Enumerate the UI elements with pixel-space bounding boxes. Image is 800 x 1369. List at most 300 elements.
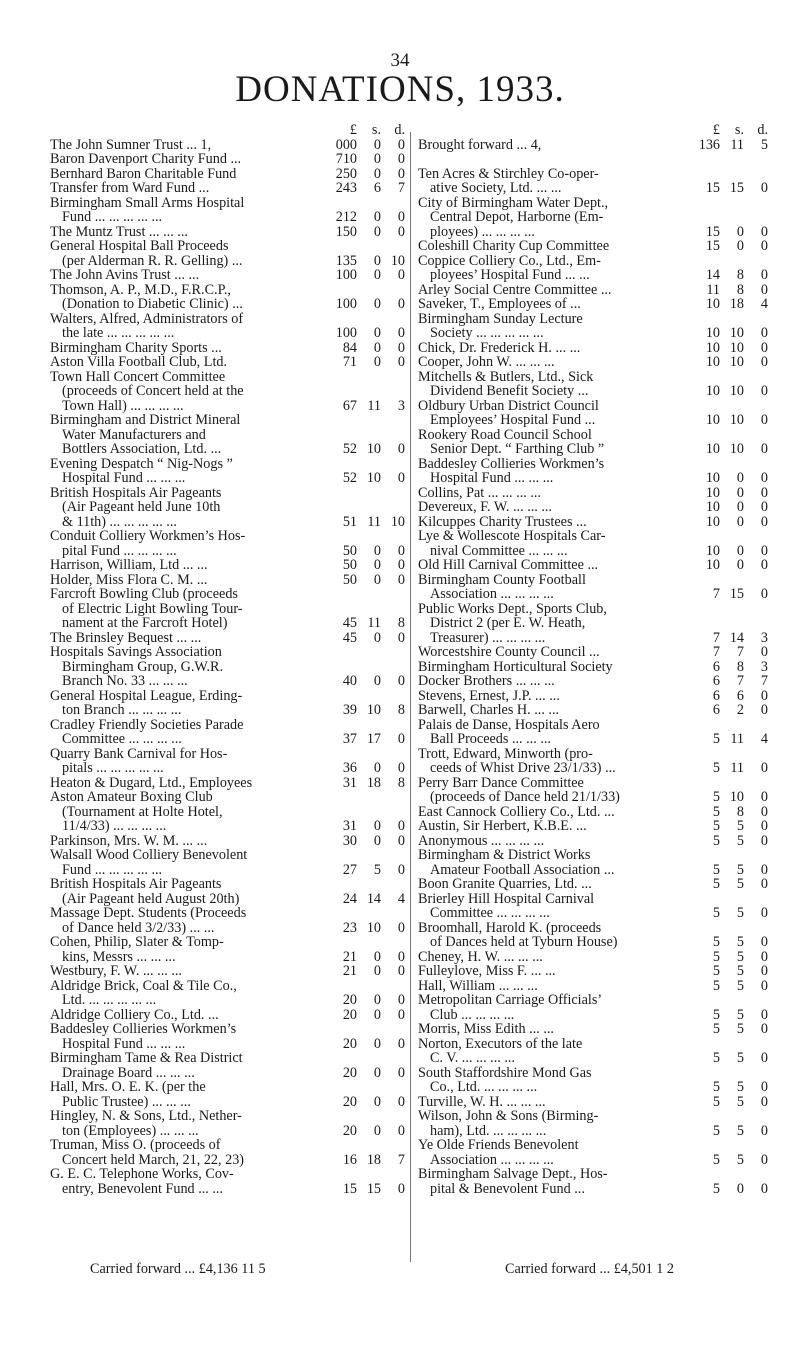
donor-name-line: Association ... ... ... ... xyxy=(430,587,554,602)
pounds-value: 15 xyxy=(705,223,720,240)
donation-row xyxy=(418,892,768,921)
donation-row xyxy=(418,515,768,530)
donor-name-line: Coleshill Charity Cup Committee xyxy=(418,239,610,254)
donor-name-line: ham), Ltd. ... ... ... ... xyxy=(430,1123,547,1138)
donor-name xyxy=(418,500,678,515)
pence-value: 0 xyxy=(397,1006,405,1023)
pence-value: 0 xyxy=(397,731,405,747)
donation-row xyxy=(418,776,768,805)
donation-row xyxy=(50,370,405,414)
donation-row xyxy=(50,196,405,225)
donor-name-line: General Hospital Ball Proceeds xyxy=(50,239,229,254)
pounds-value: 37 xyxy=(342,731,357,747)
donor-name-line: Branch No. 33 ... ... ... xyxy=(62,674,188,689)
donor-name xyxy=(418,674,678,689)
shillings-value: 5 xyxy=(736,1151,744,1168)
donation-row xyxy=(50,283,405,312)
pounds-value: 10 xyxy=(705,470,720,486)
pounds-value: 5 xyxy=(712,934,720,950)
donor-name xyxy=(418,834,678,849)
donor-name xyxy=(50,645,315,689)
donor-name-line: Baddesley Collieries Workmen’s xyxy=(418,456,605,471)
pounds-value: 136 xyxy=(698,136,720,153)
donor-name-line: The John Avins Trust ... ... xyxy=(50,268,200,283)
pounds-value: 6 xyxy=(712,658,720,675)
donor-name-line: Cohen, Philip, Slater & Tomp- xyxy=(50,935,224,950)
donor-name-line: Metropolitan Carriage Officials’ xyxy=(418,993,603,1008)
pounds-value: 6 xyxy=(712,673,720,689)
pence-value: 7 xyxy=(760,673,768,689)
shillings-heading: s. xyxy=(734,122,744,138)
pence-value: 0 xyxy=(760,383,768,399)
shillings-value: 0 xyxy=(373,1035,381,1052)
donor-name xyxy=(418,1066,678,1095)
donor-name xyxy=(50,1109,315,1138)
currency-header xyxy=(418,123,768,138)
shillings-value: 0 xyxy=(373,760,381,776)
donation-row xyxy=(418,529,768,558)
donor-name-line: The Muntz Trust ... ... ... xyxy=(50,224,188,239)
donor-name xyxy=(50,573,315,588)
donor-name-line: Heaton & Dugard, Ltd., Employees xyxy=(50,775,253,790)
pounds-value: 10 xyxy=(705,441,720,457)
donation-row xyxy=(50,877,405,906)
donation-row xyxy=(50,1051,405,1080)
pounds-value: 5 xyxy=(712,1180,720,1197)
pence-value: 0 xyxy=(397,861,405,878)
donor-name-line: Harrison, William, Ltd ... ... xyxy=(50,558,208,573)
donor-name-line: Aldridge Brick, Coal & Tile Co., xyxy=(50,978,237,993)
donor-name-line: Public Works Dept., Sports Club, xyxy=(418,601,607,616)
donor-name xyxy=(418,602,678,646)
donor-name-line: Ball Proceeds ... ... ... xyxy=(430,732,551,747)
donor-name-line: Bottlers Association, Ltd. ... xyxy=(62,442,222,457)
donor-name-line: Massage Dept. Students (Proceeds xyxy=(50,906,247,921)
donor-name xyxy=(50,196,315,225)
pence-value: 10 xyxy=(390,513,405,530)
donor-name xyxy=(418,370,678,399)
donor-name-line: of Dance held 3/2/33) ... ... xyxy=(62,920,215,935)
pence-value: 4 xyxy=(397,890,405,907)
donor-name-line: Old Hill Carnival Committee ... xyxy=(418,558,599,573)
pence-value: 8 xyxy=(397,615,405,631)
pence-value: 0 xyxy=(397,948,405,965)
shillings-value: 0 xyxy=(373,629,381,646)
pence-value: 0 xyxy=(760,499,768,515)
donor-name-line: Docker Brothers ... ... ... xyxy=(418,674,555,689)
donor-name xyxy=(418,196,678,240)
donation-row xyxy=(418,1138,768,1167)
donor-name-line: Hospital Fund ... ... ... xyxy=(430,471,554,486)
donation-row xyxy=(50,312,405,341)
donor-name-line: Ten Acres & Stirchley Co-oper- xyxy=(418,166,599,181)
donor-name xyxy=(418,1037,678,1066)
brought-forward-label: Brought forward ... 4, xyxy=(418,137,542,152)
shillings-value: 5 xyxy=(736,934,744,950)
donation-row xyxy=(50,355,405,370)
shillings-heading: s. xyxy=(371,122,381,138)
donor-name-line: G. E. C. Telephone Works, Cov- xyxy=(50,1167,234,1182)
pence-value: 0 xyxy=(397,470,405,486)
donor-name xyxy=(418,979,678,994)
shillings-value: 5 xyxy=(736,1006,744,1023)
pence-value: 0 xyxy=(760,905,768,921)
shillings-value: 2 xyxy=(736,702,744,718)
pounds-value: 15 xyxy=(705,238,720,254)
donation-row xyxy=(418,602,768,646)
donor-name-line: ton Branch ... ... ... ... xyxy=(62,703,182,718)
pounds-value: 39 xyxy=(342,702,357,718)
pounds-value: 710 xyxy=(335,151,357,167)
pounds-value: 11 xyxy=(706,281,720,298)
pounds-value: 20 xyxy=(342,1035,357,1052)
donor-name-line: Aldridge Colliery Co., Ltd. ... xyxy=(50,1007,219,1022)
donor-name-line: Westbury, F. W. ... ... ... xyxy=(50,964,182,979)
shillings-value: 10 xyxy=(366,919,381,936)
donor-name xyxy=(50,689,315,718)
donor-name-line: East Cannock Colliery Co., Ltd. ... xyxy=(418,804,615,819)
pounds-value: 250 xyxy=(335,165,357,182)
donation-row xyxy=(50,747,405,776)
donor-name xyxy=(418,848,678,877)
donor-name xyxy=(50,631,315,646)
donor-name-line: Cooper, John W. ... ... ... xyxy=(418,355,555,370)
donor-name-line: District 2 (per E. W. Heath, xyxy=(430,616,586,631)
donation-row xyxy=(418,1109,768,1138)
donation-row xyxy=(50,906,405,935)
donation-row xyxy=(418,486,768,501)
donor-name-line: Truman, Miss O. (proceeds of xyxy=(50,1138,221,1153)
donor-name-line: Hingley, N. & Sons, Ltd., Nether- xyxy=(50,1109,242,1124)
donation-row xyxy=(418,370,768,399)
pence-value: 0 xyxy=(760,789,768,805)
shillings-value: 5 xyxy=(736,818,744,834)
donor-name-line: British Hospitals Air Pageants xyxy=(50,485,222,500)
shillings-value: 10 xyxy=(729,412,744,428)
donor-name xyxy=(418,805,678,820)
donation-row xyxy=(418,283,768,298)
pence-value: 8 xyxy=(397,774,405,791)
donor-name-line: Devereux, F. W. ... ... ... xyxy=(418,500,553,515)
pence-value: 0 xyxy=(760,513,768,530)
pounds-value: 10 xyxy=(705,383,720,399)
pounds-value: 5 xyxy=(712,876,720,892)
donor-name xyxy=(50,283,315,312)
pence-value: 0 xyxy=(760,354,768,370)
donation-row xyxy=(50,558,405,573)
pence-value: 0 xyxy=(397,1035,405,1052)
donor-name-line: Co., Ltd. ... ... ... ... xyxy=(430,1080,538,1095)
shillings-value: 0 xyxy=(373,296,381,312)
pence-value: 4 xyxy=(760,296,768,312)
pounds-value: 20 xyxy=(342,1122,357,1139)
donor-name-line: Quarry Bank Carnival for Hos- xyxy=(50,746,228,761)
donor-name xyxy=(50,906,315,935)
donation-row xyxy=(50,1008,405,1023)
carried-forward-right: Carried forward ... £4,501 1 2 xyxy=(505,1261,675,1277)
shillings-value: 0 xyxy=(373,948,381,965)
donor-name-line: Committee ... ... ... ... xyxy=(430,906,550,921)
donor-name-line: Birmingham Salvage Dept., Hos- xyxy=(418,1167,608,1182)
pounds-value: 5 xyxy=(712,818,720,834)
donor-name xyxy=(418,428,678,457)
donor-name-line: Dividend Benefit Society ... xyxy=(430,384,589,399)
shillings-value: 0 xyxy=(373,571,381,588)
donor-name xyxy=(418,877,678,892)
donor-name-line: Hospitals Savings Association xyxy=(50,645,222,660)
donor-name-line: Cradley Friendly Societies Parade xyxy=(50,717,244,732)
donor-name-line: Hospital Fund ... ... ... xyxy=(62,471,186,486)
shillings-value: 0 xyxy=(373,151,381,167)
donor-name xyxy=(50,935,315,964)
donation-row xyxy=(418,718,768,747)
donor-name-line: of Dances held at Tyburn House) xyxy=(430,935,618,950)
donor-name-line: (Air Pageant held June 10th xyxy=(62,500,221,515)
pence-value: 3 xyxy=(397,397,405,414)
donor-name-line: Mitchells & Butlers, Ltd., Sick xyxy=(418,369,594,384)
donor-name-line: Ltd. ... ... ... ... ... xyxy=(62,993,157,1008)
donor-name-line: (per Alderman R. R. Gelling) ... xyxy=(62,253,243,268)
donation-row xyxy=(50,979,405,1008)
donor-name-line: kins, Messrs ... ... ... xyxy=(62,949,176,964)
pence-value: 0 xyxy=(760,702,768,718)
donor-name-line: Birmingham County Football xyxy=(418,572,586,587)
donor-name-line: Fund ... ... ... ... ... xyxy=(62,862,163,877)
donation-row xyxy=(50,413,405,457)
donor-name-line: Brierley Hill Hospital Carnival xyxy=(418,891,595,906)
pounds-value: 5 xyxy=(712,1050,720,1066)
donor-name xyxy=(418,921,678,950)
pence-value: 0 xyxy=(760,180,768,196)
donation-row xyxy=(418,703,768,718)
donor-name xyxy=(50,138,315,153)
donation-row xyxy=(50,225,405,240)
donation-row xyxy=(418,1167,768,1196)
donation-row xyxy=(418,819,768,834)
pence-value: 0 xyxy=(397,1180,405,1197)
pence-value: 7 xyxy=(397,1151,405,1168)
pounds-value: 10 xyxy=(705,513,720,530)
donor-name xyxy=(50,587,315,631)
donation-row xyxy=(50,152,405,167)
donation-row xyxy=(50,1022,405,1051)
pence-value: 0 xyxy=(397,165,405,182)
donor-name xyxy=(50,964,315,979)
donation-row xyxy=(50,1080,405,1109)
pence-value: 0 xyxy=(760,760,768,776)
donation-row xyxy=(50,341,405,356)
donor-name xyxy=(50,457,315,486)
donor-name-line: Chick, Dr. Frederick H. ... ... xyxy=(418,340,581,355)
donation-row xyxy=(418,399,768,428)
pounds-value: 135 xyxy=(335,252,357,269)
pounds-value: 21 xyxy=(342,948,357,965)
shillings-value: 0 xyxy=(373,223,381,240)
donor-name-line: Wilson, John & Sons (Birming- xyxy=(418,1109,599,1124)
shillings-value: 0 xyxy=(736,223,744,240)
donor-name-line: Walsall Wood Colliery Benevolent xyxy=(50,848,248,863)
pounds-value: 5 xyxy=(712,760,720,776)
shillings-value: 5 xyxy=(736,1021,744,1037)
pounds-value: 5 xyxy=(712,832,720,849)
donor-name xyxy=(418,529,678,558)
donation-row xyxy=(50,790,405,834)
donor-name-line: Lye & Wollescote Hospitals Car- xyxy=(418,529,606,544)
donor-name-line: Baron Davenport Charity Fund ... xyxy=(50,152,242,167)
shillings-value: 5 xyxy=(736,1122,744,1139)
donor-name-line: pitals ... ... ... ... ... xyxy=(62,761,164,776)
donation-row xyxy=(50,457,405,486)
pence-value: 0 xyxy=(397,325,405,341)
pence-heading: d. xyxy=(757,122,768,138)
pounds-value: 50 xyxy=(342,571,357,588)
pounds-value: 100 xyxy=(335,267,357,283)
shillings-value: 8 xyxy=(736,281,744,298)
donor-name-line: nament at the Farcroft Hotel) xyxy=(62,616,228,631)
pounds-value: 5 xyxy=(712,977,720,994)
shillings-value: 15 xyxy=(729,586,744,602)
pence-value: 0 xyxy=(760,470,768,486)
donation-row xyxy=(50,964,405,979)
donor-name xyxy=(418,892,678,921)
pounds-value: 71 xyxy=(342,354,357,370)
donor-name-line: Aston Villa Football Club, Ltd. xyxy=(50,355,228,370)
donor-name xyxy=(418,312,678,341)
donation-row xyxy=(50,1138,405,1167)
pence-value: 0 xyxy=(760,557,768,573)
pence-value: 0 xyxy=(397,919,405,936)
shillings-value: 0 xyxy=(736,513,744,530)
donor-name xyxy=(418,297,678,312)
donor-name xyxy=(418,703,678,718)
pence-value: 0 xyxy=(397,832,405,849)
donor-name-line: British Hospitals Air Pageants xyxy=(50,877,222,892)
donor-name-line: The Brinsley Bequest ... ... xyxy=(50,630,202,645)
donor-name xyxy=(418,573,678,602)
shillings-value: 11 xyxy=(730,136,744,153)
pounds-value: 5 xyxy=(712,905,720,921)
donor-name-line: of Electric Light Bowling Tour- xyxy=(62,601,243,616)
donor-name xyxy=(418,1109,678,1138)
donor-name-line: Drainage Board ... ... ... xyxy=(62,1065,195,1080)
pounds-value: 27 xyxy=(342,861,357,878)
donor-name xyxy=(50,848,315,877)
donation-row xyxy=(418,1095,768,1110)
pence-value: 0 xyxy=(760,1006,768,1023)
donation-row xyxy=(418,921,768,950)
brought-forward-row xyxy=(418,138,768,153)
donor-name xyxy=(418,1095,678,1110)
shillings-value: 11 xyxy=(730,731,744,747)
donor-name-line: Birmingham Tame & Rea District xyxy=(50,1051,243,1066)
shillings-value: 0 xyxy=(373,165,381,182)
donor-name-line: Aston Amateur Boxing Club xyxy=(50,790,213,805)
pence-value: 0 xyxy=(760,963,768,979)
donor-name-line: Society ... ... ... ... ... xyxy=(430,326,544,341)
pence-value: 0 xyxy=(397,818,405,834)
shillings-value: 0 xyxy=(373,542,381,559)
pence-value: 0 xyxy=(397,673,405,689)
pounds-value: 5 xyxy=(712,1006,720,1023)
donor-name xyxy=(418,993,678,1022)
shillings-value: 0 xyxy=(736,470,744,486)
donor-name-line: Birmingham Sunday Lecture xyxy=(418,311,583,326)
shillings-value: 0 xyxy=(373,136,381,153)
donor-name xyxy=(50,312,315,341)
shillings-value: 7 xyxy=(736,673,744,689)
donor-name xyxy=(50,776,315,791)
donation-row xyxy=(418,964,768,979)
donor-name-line: Ye Olde Friends Benevolent xyxy=(418,1138,579,1153)
donor-name-line: ployees) ... ... ... ... xyxy=(430,224,535,239)
pence-value: 4 xyxy=(760,731,768,747)
pence-value: 0 xyxy=(760,948,768,965)
donor-name-line: Thomson, A. P., M.D., F.R.C.P., xyxy=(50,282,231,297)
shillings-value: 5 xyxy=(736,948,744,965)
pounds-value: 50 xyxy=(342,557,357,573)
donor-name-line: Association ... ... ... ... xyxy=(430,1152,554,1167)
carried-forward-left: Carried forward ... £4,136 11 5 xyxy=(90,1261,266,1277)
shillings-value: 5 xyxy=(736,977,744,994)
pounds-value: 67 xyxy=(342,397,357,414)
donation-row xyxy=(418,312,768,341)
donation-row xyxy=(50,645,405,689)
shillings-value: 14 xyxy=(366,890,381,907)
shillings-value: 10 xyxy=(366,441,381,457)
donor-name-line: Committee ... ... ... ... xyxy=(62,732,182,747)
pounds-value: 23 xyxy=(342,919,357,936)
donation-row xyxy=(418,834,768,849)
pence-value: 0 xyxy=(760,818,768,834)
donations-right-column xyxy=(418,123,768,1196)
donor-name-line: Transfer from Ward Fund ... xyxy=(50,181,210,196)
donor-name-line: Boon Granite Quarries, Ltd. ... xyxy=(418,877,592,892)
shillings-value: 5 xyxy=(736,1093,744,1110)
shillings-value: 0 xyxy=(373,1093,381,1110)
pence-value: 0 xyxy=(760,441,768,457)
donor-name-line: pital & Benevolent Fund ... xyxy=(430,1181,585,1196)
pounds-value: 45 xyxy=(342,615,357,631)
donor-name-line: Kilcuppes Charity Trustees ... xyxy=(418,514,587,529)
pence-value: 7 xyxy=(397,180,405,196)
pounds-value: 243 xyxy=(335,180,357,196)
donor-name-line: Parkinson, Mrs. W. M. ... ... xyxy=(50,833,208,848)
donor-name-line: ceeds of Whist Drive 23/1/33) ... xyxy=(430,761,616,776)
donor-name-line: Turville, W. H. ... ... ... xyxy=(418,1094,546,1109)
pence-value: 0 xyxy=(397,223,405,240)
donor-name xyxy=(50,486,315,530)
pounds-value: 30 xyxy=(342,832,357,849)
donor-name-line: Broomhall, Harold K. (proceeds xyxy=(418,920,602,935)
donor-name xyxy=(418,950,678,965)
pence-value: 0 xyxy=(397,339,405,356)
pounds-value: 10 xyxy=(705,412,720,428)
donor-name-line: ployees’ Hospital Fund ... ... xyxy=(430,268,590,283)
donor-name xyxy=(50,1138,315,1167)
shillings-value: 0 xyxy=(373,992,381,1008)
donor-name xyxy=(50,747,315,776)
donor-name xyxy=(50,529,315,558)
donation-row xyxy=(50,529,405,558)
pence-value: 0 xyxy=(397,992,405,1008)
shillings-value: 5 xyxy=(736,861,744,878)
shillings-value: 0 xyxy=(373,339,381,356)
pounds-value: 5 xyxy=(712,861,720,878)
donor-name-line: Club ... ... ... ... xyxy=(430,1007,515,1022)
donor-name xyxy=(418,355,678,370)
pence-value: 0 xyxy=(760,861,768,878)
pence-value: 0 xyxy=(760,281,768,298)
